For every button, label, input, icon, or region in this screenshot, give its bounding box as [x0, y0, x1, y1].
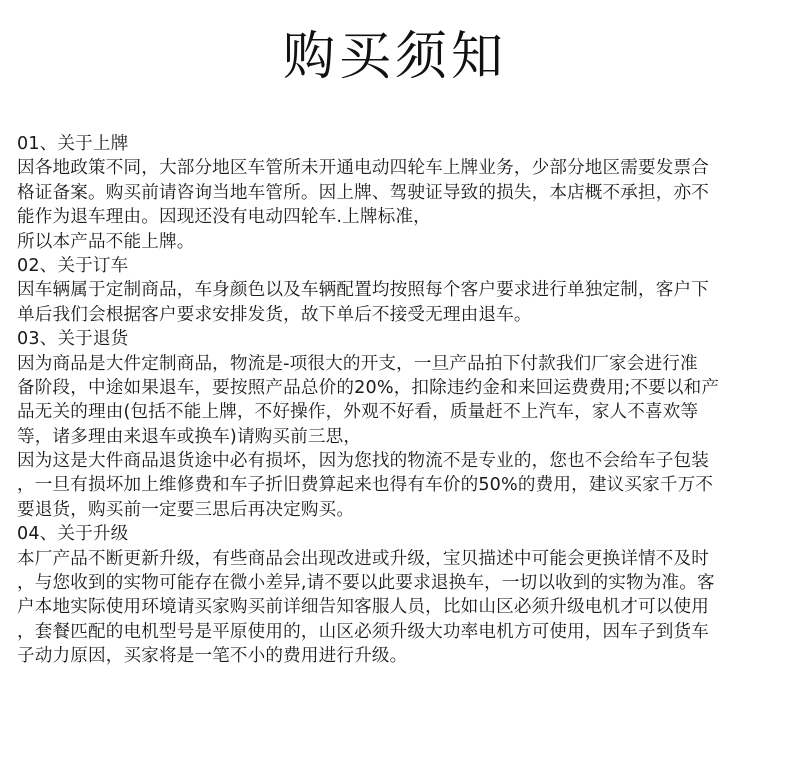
paragraph-line: 因车辆属于定制商品，车身颜色以及车辆配置均按照每个客户要求进行单独定制，客户下 [17, 280, 710, 301]
notice-content [17, 132, 779, 669]
paragraph-line: 要退货，购买前一定要三思后再决定购买。 [17, 499, 355, 520]
paragraph-line: 能作为退车理由。因现还没有电动四轮车.上牌标准， [17, 207, 431, 228]
paragraph-line: 因为商品是大件定制商品，物流是-项很大的开支，一旦产品拍下付款我们厂家会进行准 [17, 353, 698, 374]
paragraph-line: 户本地实际使用环境请买家购买前详细告知客服人员，比如山区必须升级电机才可以使用 [17, 597, 710, 618]
paragraph-line: 等，诸多理由来退车或换车)请购买前三思， [17, 426, 362, 447]
paragraph-line: 所以本产品不能上牌。 [17, 231, 195, 252]
section-heading: 04、关于升级 [17, 524, 129, 545]
page-title: 购买须知 [282, 27, 507, 87]
paragraph-line: 格证备案。购买前请咨询当地车管所。因上牌、驾驶证导致的损失，本店概不承担，亦不 [17, 182, 710, 203]
paragraph-line: 本厂产品不断更新升级，有些商品会出现改进或升级，宝贝描述中可能会更换详情不及时 [17, 548, 710, 569]
paragraph-line: 因各地政策不同，大部分地区车管所未开通电动四轮车上牌业务，少部分地区需要发票合 [17, 158, 710, 179]
paragraph-line: 品无关的理由(包括不能上牌，不好操作，外观不好看，质量赶不上汽车，家人不喜欢等 [17, 402, 699, 423]
paragraph-line: 备阶段，中途如果退车，要按照产品总价的20%，扣除违约金和来回运费费用;不要以和产 [17, 377, 720, 398]
paragraph-line: ，与您收到的实物可能存在微小差异,请不要以此要求退换车，一切以收到的实物为准。客 [17, 573, 715, 594]
section-heading: 01、关于上牌 [17, 134, 129, 154]
paragraph-line: 子动力原因，买家将是一笔不小的费用进行升级。 [17, 646, 408, 667]
paragraph-line: 单后我们会根据客户要求安排发货，故下单后不接受无理由退车。 [17, 304, 532, 325]
section-returns [17, 327, 779, 522]
section-heading: 02、关于订车 [17, 255, 129, 276]
paragraph-line: ，一旦有损坏加上维修费和车子折旧费算起来也得有车价的50%的费用，建议买家千万不 [17, 475, 714, 496]
section-heading: 03、关于退货 [17, 329, 129, 350]
section-registration [17, 132, 779, 254]
section-upgrades [17, 522, 779, 668]
paragraph-line: 因为这是大件商品退货途中必有损坏，因为您找的物流不是专业的，您也不会给车子包装 [17, 451, 710, 472]
paragraph-line: ，套餐匹配的电机型号是平原使用的，山区必须升级大功率电机方可使用，因车子到货车 [17, 621, 710, 642]
section-ordering [17, 254, 779, 327]
